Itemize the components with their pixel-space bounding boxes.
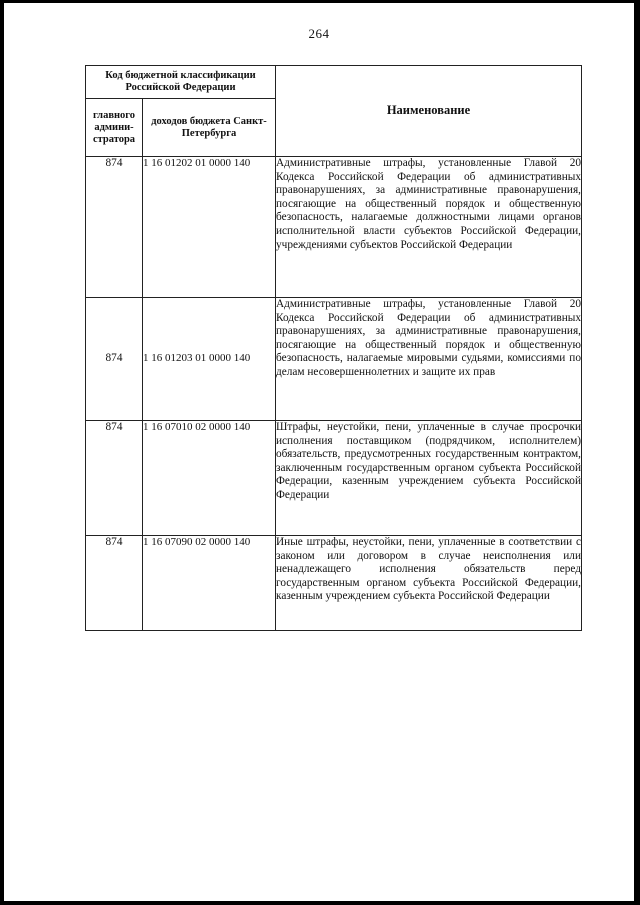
document-page xyxy=(4,3,634,901)
name-cell: Административные штрафы, установленные Главой 20 Кодекса Российской Федерации об административных правонарушениях, за административные правонарушения, посягающие на общественный порядок и общественную безопасность, налагаемые должностными лицами органов исполнительной власти субъектов Российской Федерации, учреждениями субъектов Российской Федерации xyxy=(276,157,582,298)
table-row xyxy=(86,157,582,298)
revenue-code-cell: 1 16 01202 01 0000 140 xyxy=(143,157,276,298)
revenue-code-cell: 1 16 01203 01 0000 140 xyxy=(143,298,276,421)
header-name: Наименование xyxy=(276,66,582,157)
name-cell: Штрафы, неустойки, пени, уплаченные в случае просрочки исполнения поставщиком (подрядчиком, исполнителем) обязательств, предусмотренных государственным контрактом, заключенным государственным органом субъекта Российской Федерации, казенным учреждением субъекта Российской Федерации xyxy=(276,421,582,536)
header-main-administrator: главного админи-стратора xyxy=(86,99,143,157)
admin-code-cell: 874 xyxy=(86,536,143,631)
header-budget-revenue: доходов бюджета Санкт-Петербурга xyxy=(143,99,276,157)
admin-code-cell: 874 xyxy=(86,298,143,421)
revenue-code-cell: 1 16 07010 02 0000 140 xyxy=(143,421,276,536)
budget-classification-table xyxy=(85,65,582,631)
name-cell: Административные штрафы, установленные Главой 20 Кодекса Российской Федерации об административных правонарушениях, за административные правонарушения, посягающие на общественный порядок и общественную безопасность, налагаемые мировыми судьями, комиссиями по делам несовершеннолетних и защите их прав xyxy=(276,298,582,421)
page-number: 264 xyxy=(308,26,330,41)
table-row xyxy=(86,536,582,631)
revenue-code-cell: 1 16 07090 02 0000 140 xyxy=(143,536,276,631)
table-row xyxy=(86,298,582,421)
admin-code-cell: 874 xyxy=(86,157,143,298)
header-classification-code: Код бюджетной классификации Российской Федерации xyxy=(86,66,276,99)
admin-code-cell: 874 xyxy=(86,421,143,536)
name-cell: Иные штрафы, неустойки, пени, уплаченные в соответствии с законом или договором в случае неисполнения или ненадлежащего исполнения обязательств перед государственным органом субъекта Российской Федерации, казенным учреждением субъекта Российской Федерации xyxy=(276,536,582,631)
table-row xyxy=(86,421,582,536)
